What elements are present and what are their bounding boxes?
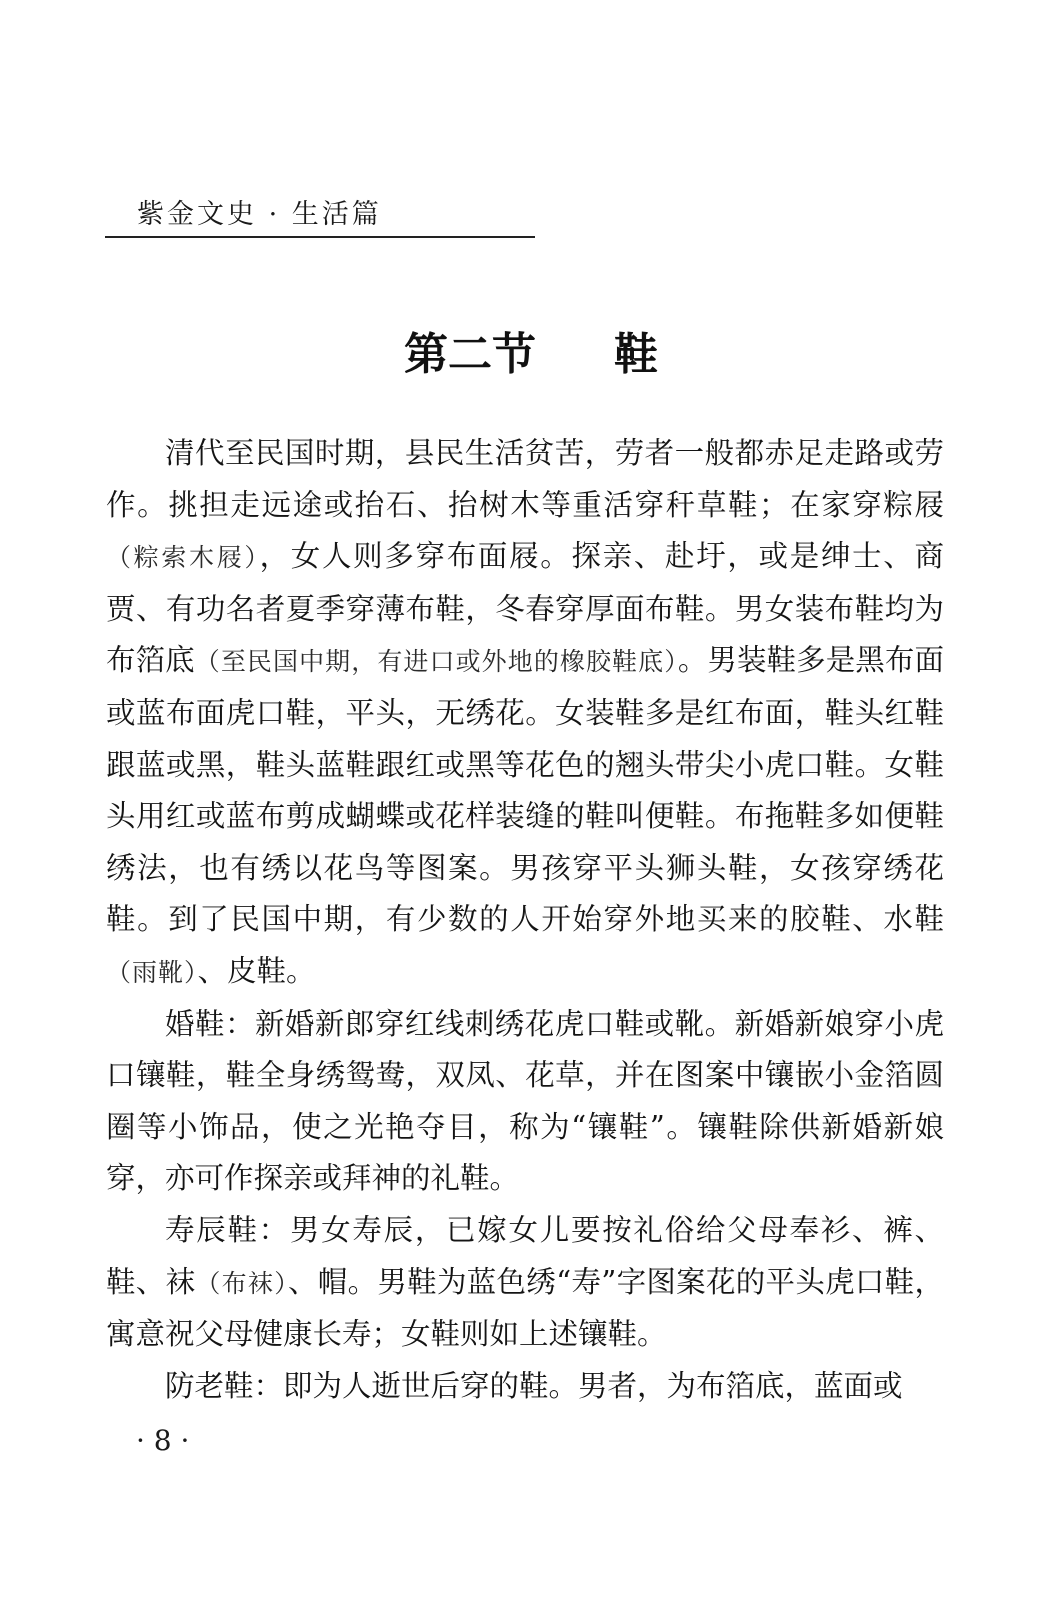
header-rule	[105, 236, 535, 238]
inline-note: （布袜）	[195, 1268, 289, 1298]
paragraph-wedding-shoes: 婚鞋：新婚新郎穿红线刺绣花虎口鞋或靴。新婚新娘穿小虎口镶鞋，鞋全身绣鸳鸯，双凤、花草，并在图案中镶嵌小金箔圆圈等小饰品，使之光艳夺目，称为“镶鞋”。镶鞋除供新婚新娘穿，亦可作探亲或拜神的礼鞋。	[106, 1006, 944, 1196]
section-title	[0, 318, 1062, 382]
paragraph-text: 寿辰鞋：男女寿辰，已嫁女儿要按礼俗给父母奉衫、裤、鞋、袜	[106, 1212, 944, 1299]
paragraph-text: 、皮鞋。	[197, 953, 316, 988]
section-topic: 鞋	[614, 329, 658, 380]
paragraph-text: 、帽。男鞋为蓝色绣“寿”字图案花的平头虎口鞋，寓意祝父母健康长寿；女鞋则如上述镶鞋。	[106, 1264, 944, 1352]
paragraph-birthday-shoes	[106, 1205, 944, 1361]
inline-note: （至民国中期，有进口或外地的橡胶鞋底）	[194, 647, 678, 677]
inline-note: （粽索木屐）	[106, 543, 260, 573]
page-number: · 8 ·	[136, 1424, 190, 1457]
paragraph-text: 。男装鞋多是黑布面或蓝布面虎口鞋，平头，无绣花。女装鞋多是红布面，鞋头红鞋跟蓝或黑，鞋头蓝鞋跟红或黑等花色的翘头带尖小虎口鞋。女鞋头用红或蓝布剪成蝴蝶或花样装缝的鞋叫便鞋。布拖鞋多如便鞋绣法，也有绣以花鸟等图案。男孩穿平头狮头鞋，女孩穿绣花鞋。到了民国中期，有少数的人开始穿外地买来的胶鞋、水鞋	[106, 643, 944, 937]
running-header: 紫金文史 · 生活篇	[137, 199, 382, 230]
paragraph-text: ，女人则多穿布面屐。探亲、赴圩，或是绅士、商贾、有功名者夏季穿薄布鞋，冬春穿厚面布鞋。男女装布鞋均为布箔底	[106, 539, 944, 678]
inline-note: （雨靴）	[106, 957, 198, 987]
body-text	[106, 428, 944, 1412]
section-number: 第二节	[404, 329, 536, 380]
paragraph-text: 清代至民国时期，县民生活贫苦，劳者一般都赤足走路或劳作。挑担走远途或抬石、抬树木等重活穿秆草鞋；在家穿粽屐	[106, 436, 944, 522]
paragraph-history	[106, 428, 944, 999]
paragraph-burial-shoes: 防老鞋：即为人逝世后穿的鞋。男者，为布箔底，蓝面或	[165, 1368, 903, 1403]
